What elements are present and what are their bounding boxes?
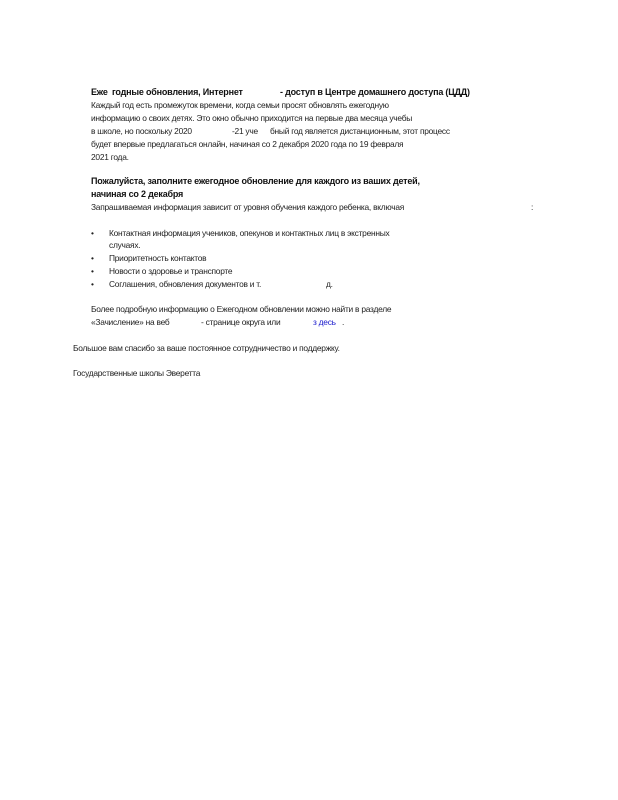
more-info-line-1: Более подробную информацию о Ежегодном обновлении можно найти в разделе <box>91 304 392 314</box>
section2-intro: Запрашиваемая информация зависит от уровня обучения каждого ребенка, включая <box>91 202 405 212</box>
section1-heading-part3: - доступ в Центре домашнего доступа (ЦДД) <box>280 87 470 97</box>
bullet-icon: • <box>91 266 94 276</box>
more-info-period: . <box>342 317 345 327</box>
bullet-icon: • <box>91 279 94 289</box>
section1-line-3c: бный год является дистанционным, этот процесс <box>270 126 450 136</box>
section2-heading-line-2: начиная со 2 декабря <box>91 189 184 199</box>
thanks-line: Большое вам спасибо за ваше постоянное сотрудничество и поддержку. <box>73 343 340 353</box>
section1-line-3a: в школе, но поскольку 2020 <box>91 126 192 136</box>
bullet-1-line-2: случаях. <box>109 240 141 250</box>
section2-heading-line-1: Пожалуйста, заполните ежегодное обновление для каждого из ваших детей, <box>91 176 420 186</box>
more-info-line-2a: «Зачисление» на веб <box>91 317 170 327</box>
section1-heading-part1: Еже <box>91 87 108 97</box>
bullet-4a: Соглашения, обновления документов и т. <box>109 279 262 289</box>
section1-heading-part2: годные обновления, Интернет <box>112 87 243 97</box>
bullet-4b: д. <box>326 279 333 289</box>
section2-intro-colon: : <box>531 202 534 212</box>
section1-line-3b: -21 уче <box>232 126 258 136</box>
section1-line-4: будет впервые предлагаться онлайн, начиная со 2 декабря 2020 года по 19 февраля <box>91 139 404 149</box>
here-link[interactable]: з десь <box>313 317 336 327</box>
bullet-3: Новости о здоровье и транспорте <box>109 266 233 276</box>
more-info-line-2b: - странице округа или <box>201 317 281 327</box>
bullet-1-line-1: Контактная информация учеников, опекунов и контактных лиц в экстренных <box>109 228 390 238</box>
signature: Государственные школы Эверетта <box>73 368 201 378</box>
section1-line-5: 2021 года. <box>91 152 129 162</box>
section1-line-1: Каждый год есть промежуток времени, когда семьи просят обновлять ежегодную <box>91 100 389 110</box>
bullet-icon: • <box>91 253 94 263</box>
bullet-icon: • <box>91 228 94 238</box>
section1-line-2: информацию о своих детях. Это окно обычно приходится на первые два месяца учебы <box>91 113 413 123</box>
bullet-2: Приоритетность контактов <box>109 253 207 263</box>
